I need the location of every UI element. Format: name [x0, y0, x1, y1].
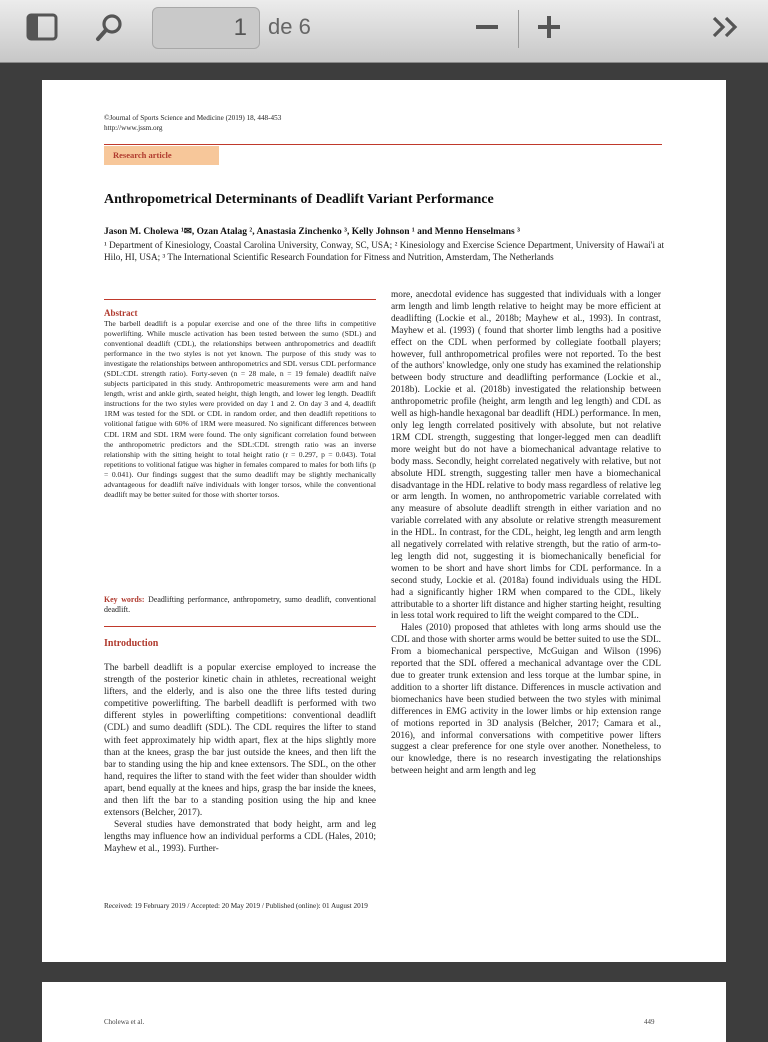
keywords — [104, 595, 376, 615]
article-type-badge: Research article — [104, 146, 219, 165]
right-column-text — [391, 290, 661, 778]
right-paragraph-2: Hales (2010) proposed that athletes with long arms should use the CDL and those with shorter arms would be better suited to use the SDL. From a biomechanical perspective, McGuigan and Wilson (1996) reported that the SDL offered a mechanical advantage over the CDL due to greater trunk extension and less torque at the lumbar spine, in addition to a shorter lift distance. Differences in muscle activation and biomechanics have been studied between the two styles with minimal differences in EMG activity in the lower limbs or hip extension range of motions reported in 3D analysis (Belcher, 2017; Camara et al., 2016), and informal conversations with competitive power lifters suggest a clear preference for one style over another. Nonetheless, to our knowledge, there is no research investigating the relationships between height and arm length and leg — [391, 623, 661, 777]
keywords-text: Deadlifting performance, anthropometry, sumo deadlift, conventional deadlift. — [104, 595, 377, 614]
keywords-rule — [104, 626, 376, 627]
journal-url[interactable]: http://www.jssm.org — [104, 123, 163, 132]
search-button[interactable] — [90, 8, 130, 50]
zoom-in-button[interactable] — [532, 8, 566, 50]
page-count-label: de 6 — [268, 14, 311, 39]
keywords-label: Key words: — [104, 595, 145, 604]
pdf-page — [42, 80, 726, 962]
page-number: 449 — [644, 1018, 655, 1026]
abstract-heading: Abstract — [104, 308, 138, 318]
magnifier-icon — [95, 12, 125, 47]
right-paragraph-1: more, anecdotal evidence has suggested that individuals with a longer arm length and limb length relative to height may be more efficient at deadlifting (Lockie et al., 2018b; Mayhew et al., 1993). In contrast, Mayhew et al. (1993) ( found that shorter limb lengths had a positive effect on the CDL when performed by collegiate football players; however, full anthropometrical profiles were not reported. To the best of the authors' knowledge, only one study has examined the relationship between body structure and deadlifting performance (Lockie et al., 2018b). Lockie et al. (2018b) investigated the relationship between anthropometric profile (height, arm length and leg length) and CDL as well as high-handle hexagonal bar deadlift (HDL) performance. In men, only leg length correlated positively with absolute, but not relative 1RM CDL strength, suggesting that longer-legged men can deadlift more weight but do not have a biomechanical advantage relative to body mass. Secondly, height correlated negatively with relative, but not absolute HDL strength, suggesting taller men have a biomechanical disadvantage in the HDL relative to body mass regardless of relative leg or arm length. In women, no anthropometric variable correlated with any measure of absolute deadlift strength in either variation and no variable correlated with any absolute or relative strength measurement in the HDL. In contrast, for the CDL, height, leg length and arm length all negatively correlated with relative strength, but the ratio of arm-to-leg length did not, suggesting it is biomechanically beneficial for women to be short and have short limbs for CDL performance. In a second study, Lockie et al. (2018a) found individuals using the HDL had a significantly higher 1RM when compared to the CDL, likely attributable to a shorter lift distance and higher starting height, resulting in less total work required to lift the weight compared to the CDL. — [391, 290, 661, 622]
introduction-heading: Introduction — [104, 638, 159, 649]
author-list: Jason M. Cholewa ¹✉, Ozan Atalag ², Anastasia Zinchenko ³, Kelly Johnson ¹ and Menno Henselmans ³ — [104, 227, 520, 237]
running-header: Cholewa et al. — [104, 1018, 145, 1026]
double-chevron-right-icon — [710, 15, 742, 44]
pdf-toolbar — [0, 0, 768, 63]
introduction-text — [104, 662, 376, 856]
next-page-button[interactable] — [706, 8, 746, 50]
affiliations: ¹ Department of Kinesiology, Coastal Carolina University, Conway, SC, USA; ² Kinesiology and Exercise Science Department, University of Hawai'i at Hilo, HI, USA; ³ The International Scientific Research Foundation for Fitness and Nutrition, Amsterdam, The Netherlands — [104, 240, 664, 262]
toolbar-divider — [518, 10, 519, 48]
sidebar-icon — [26, 13, 58, 46]
intro-paragraph-2: Several studies have demonstrated that body height, arm and leg lengths may influence how an individual performs a CDL (Hales, 2010; Mayhew et al., 1993). Further- — [104, 820, 376, 855]
page-number-input[interactable]: 1 — [152, 7, 260, 49]
abstract-rule — [104, 299, 376, 300]
article-title: Anthropometrical Determinants of Deadlift Variant Performance — [104, 192, 494, 207]
plus-icon — [537, 15, 561, 44]
next-pdf-page — [42, 982, 726, 1042]
zoom-out-button[interactable] — [470, 8, 504, 50]
minus-icon — [475, 15, 499, 44]
intro-paragraph-1: The barbell deadlift is a popular exercise employed to increase the strength of the posterior kinetic chain in athletes, recreational weight lifters, and the elderly, and is also one the three lifts tested during competitive powerlifting. The barbell deadlift is performed with two different styles in powerlifting competitions: conventional deadlift (CDL) and sumo deadlift (SDL). The CDL requires the lifter to stand with feet approximately hip width apart, flex at the hips slightly more than at the knees, grasp the bar just outside the knees, and then lift the bar to standing using the hip and knee extensors. The SDL, on the other hand, requires the lifter to stand with the feet wider than shoulder width apart, bend equally at the knees and hips, grasp the bar inside the knees, and then lift the bar to a standing position using the hip and knee extensors (Belcher, 2017). — [104, 663, 376, 819]
journal-header — [104, 114, 281, 133]
sidebar-toggle-button[interactable] — [22, 8, 62, 50]
received-dates: Received: 19 February 2019 / Accepted: 20 May 2019 / Published (online): 01 August 2019 — [104, 902, 368, 910]
abstract-text: The barbell deadlift is a popular exercise and one of the three lifts in competitive powerlifting. While muscle activation has been tested between the sumo (SDL) and conventional deadlift (CDL), the relationships between anthropometrics and deadlift performance in the two styles is not yet known. The purpose of this study was to investigate the relationships between anthropometrics and SDL versus CDL performance (SDL:CDL strength ratio). Forty-seven (n = 28 male, n = 19 female) deadlift naïve subjects participated in this study. Anthropometric measurements were arm and hand length, wrist and ankle girth, seated height, thigh length, and lower leg length. Deadlift instructions for the two styles were provided on day 1 and 2. On day 3 and 4, deadlift 1RM was tested for the SDL or CDL in random order, and then deadlift repetitions to volitional fatigue with 60% of 1RM were measured. No significant differences between CDL 1RM and SDL 1RM were found. The only significant correlation found between the anthropometric predictors and the SDL:CDL strength ratio was an inverse relationship with the sitting height to total height ratio (r = 0.297, p = 0.043). Total repetitions to volitional fatigue was higher in females compared to males for both lifts (p = 0.041). Our findings suggest that the sumo deadlift may be slightly mechanically advantageous for deadlift naïve individuals with longer torsos, while the conventional deadlift may be better suited for those with shorter torsos. — [104, 319, 376, 499]
journal-citation: ©Journal of Sports Science and Medicine (2019) 18, 448-453 — [104, 114, 282, 122]
header-rule — [104, 144, 662, 145]
